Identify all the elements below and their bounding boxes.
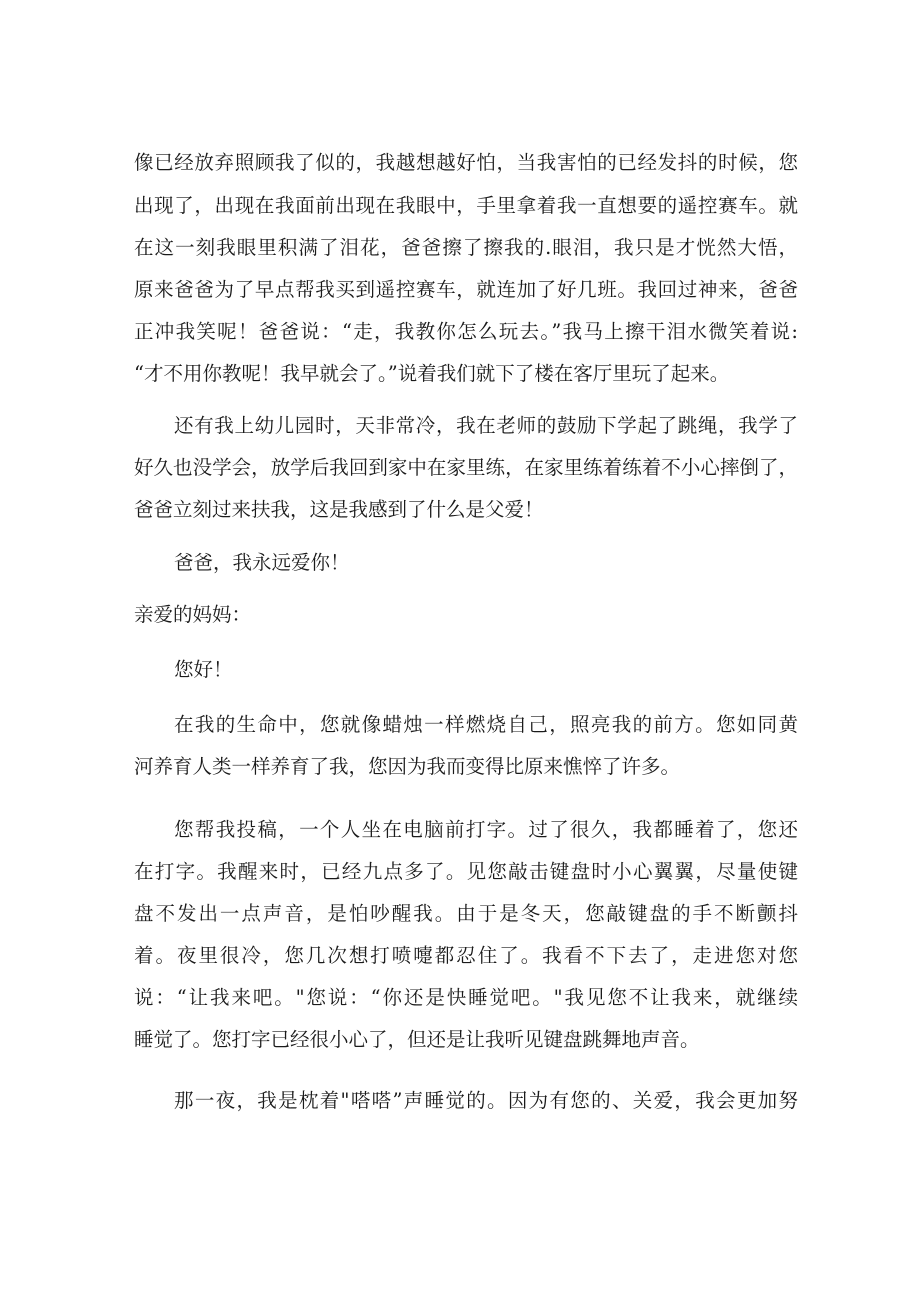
paragraph-line: 那一夜，我是枕着"嗒嗒”声睡觉的。因为有您的、关爱，我会更加努 [174,1089,798,1112]
paragraph-line: 着。夜里很冷，您几次想打喷嚏都忍住了。我看不下去了，走进您对您 [134,944,798,967]
paragraph-line: 出现了，出现在我面前出现在我眼中，手里拿着我一直想要的遥控赛车。就 [134,194,798,217]
paragraph-line: 好久也没学会，放学后我回到家中在家里练，在家里练着练着不小心摔倒了， [134,456,798,479]
paragraph-line: 睡觉了。您打字已经很小心了，但还是让我听见键盘跳舞地声音。 [134,1028,700,1051]
greeting-line: 您好！ [174,658,233,681]
salutation-line: 亲爱的妈妈： [134,603,252,626]
paragraph-line: 说：“让我来吧。"您说：“你还是快睡觉吧。"我见您不让我来，就继续 [134,986,798,1009]
paragraph-line: 在这一刻我眼里积满了泪花，爸爸擦了擦我的.眼泪，我只是才恍然大悟， [134,236,798,259]
paragraph-line: 在我的生命中，您就像蜡烛一样燃烧自己，照亮我的前方。您如同黄 [174,713,798,736]
paragraph-line: 您帮我投稿，一个人坐在电脑前打字。过了很久，我都睡着了，您还 [174,818,798,841]
paragraph-line: 原来爸爸为了早点帮我买到遥控赛车，就连加了好几班。我回过神来，爸爸 [134,278,798,301]
paragraph-line: 爸爸，我永远爱你！ [174,551,350,574]
paragraph-line: 在打字。我醒来时，已经九点多了。见您敲击键盘时小心翼翼，尽量使键 [134,860,798,883]
paragraph-line: “才不用你教呢！我早就会了。”说着我们就下了楼在客厅里玩了起来。 [134,362,730,385]
paragraph-line: 还有我上幼儿园时，天非常冷，我在老师的鼓励下学起了跳绳，我学了 [174,414,798,437]
paragraph-line: 盘不发出一点声音，是怕吵醒我。由于是冬天，您敲键盘的手不断颤抖 [134,902,798,925]
paragraph-line: 正冲我笑呢！爸爸说：“走，我教你怎么玩去。”我马上擦干泪水微笑着说: [134,320,798,343]
paragraph-line: 像已经放弃照顾我了似的，我越想越好怕，当我害怕的已经发抖的时候，您 [134,151,798,174]
paragraph-line: 爸爸立刻过来扶我，这是我感到了什么是父爱！ [134,498,544,521]
paragraph-line: 河养育人类一样养育了我，您因为我而变得比原来憔悴了许多。 [134,755,681,778]
